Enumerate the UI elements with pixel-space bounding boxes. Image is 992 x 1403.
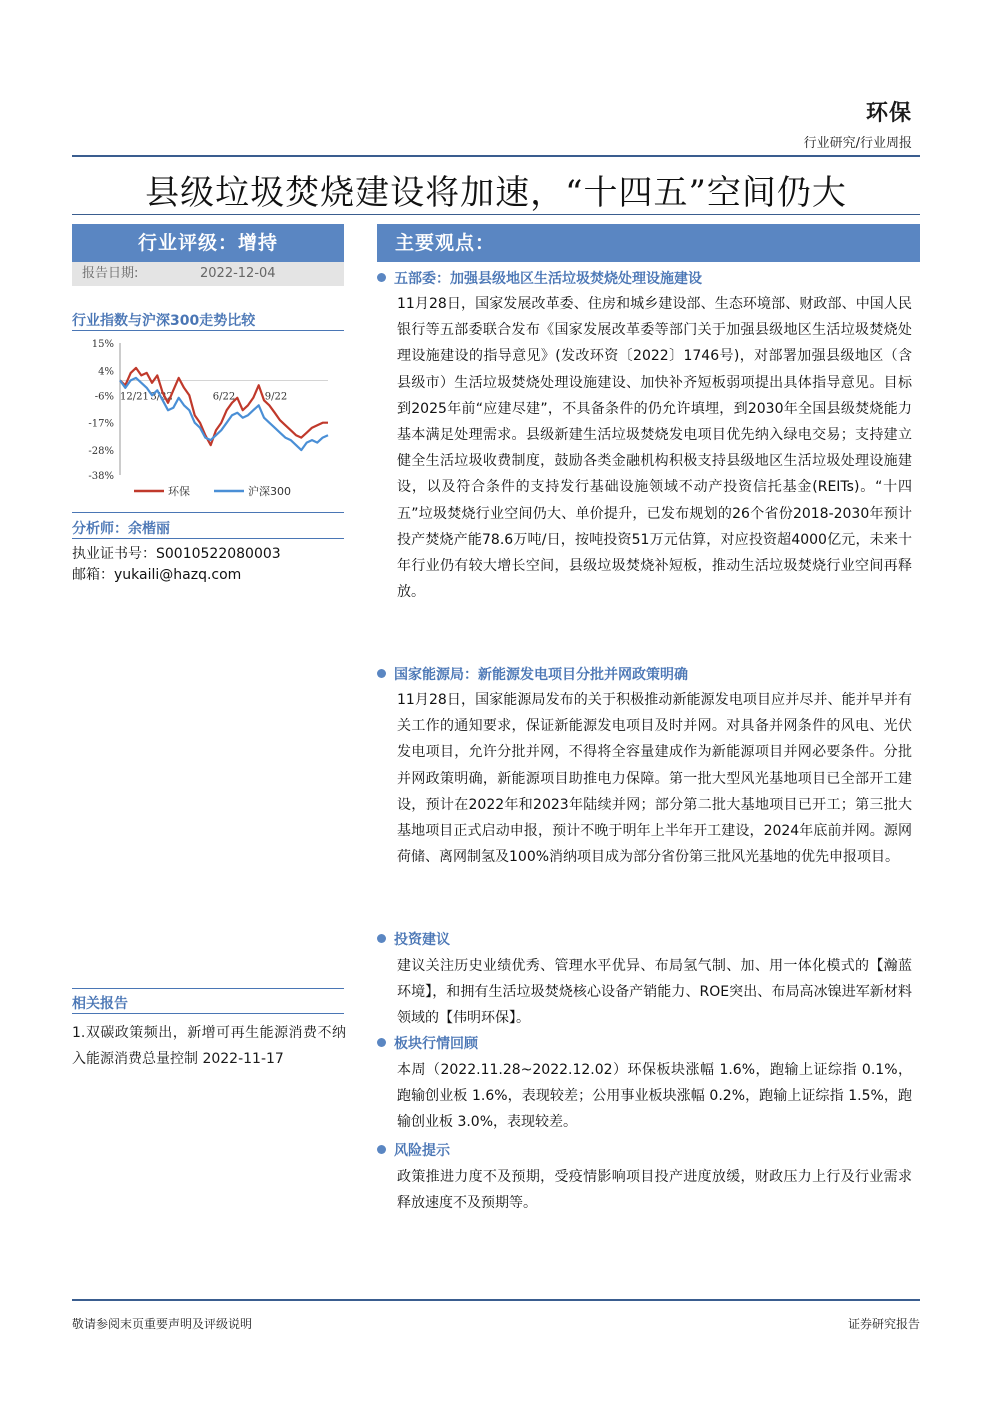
report-type: 行业研究/行业周报 (803, 136, 912, 151)
related-reports-heading: 相关报告 (72, 996, 128, 1012)
section-heading-nea: 国家能源局：新能源发电项目分批并网政策明确 (377, 664, 688, 684)
chart-heading-rule (72, 330, 344, 331)
section-body-investment: 建议关注历史业绩优秀、管理水平优异、布局氢气制、加、用一体化模式的【瀚蓝环境】，和拥有生活垃圾焚烧核心设备产销能力、ROE突出、布局高冰镍进军新材料领域的【伟明环保】。 (397, 958, 912, 1027)
section-heading-risk: 风险提示 (377, 1140, 450, 1160)
report-date-value: 2022-12-04 (200, 266, 276, 281)
trend-chart (72, 333, 344, 503)
bullet-icon (377, 1038, 386, 1047)
footer-divider (72, 1299, 920, 1301)
footer-report-label: 证券研究报告 (847, 1317, 920, 1331)
industry-rating-banner: 行业评级：增持 (72, 224, 344, 262)
analyst-license: 执业证书号：S0010522080003 (72, 546, 281, 562)
legend-label: 环保 (168, 485, 190, 498)
section-heading-market-review: 板块行情回顾 (377, 1033, 478, 1053)
x-tick-label: 3/22 (150, 391, 173, 403)
y-tick-label: -17% (88, 418, 114, 430)
y-tick-label: 4% (98, 366, 114, 378)
section-heading-five-ministries: 五部委：加强县级地区生活垃圾焚烧处理设施建设 (377, 268, 702, 288)
section-body-market-review: 本周（2022.11.28~2022.12.02）环保板块涨幅 1.6%，跑输上证综指 0.1%，跑输创业板 1.6%，表现较差；公用事业板块涨幅 0.2%，跑输上证综指 1.5%，跑输创业板 3.0%，表现较差。 (397, 1062, 912, 1131)
bullet-icon (377, 273, 386, 282)
report-date-label: 报告日期: (82, 266, 139, 281)
y-tick-label: 15% (91, 339, 114, 350)
section-body-five-ministries: 11月28日，国家发展改革委、住房和城乡建设部、生态环境部、财政部、中国人民银行等五部委联合发布《国家发展改革委等部门关于加强县级地区生活垃圾焚烧处理设施建设的指导意见》(发改环资〔2022〕1746号)，对部署加强县级地区（含县级市）生活垃圾焚烧处理设施建设、加快补齐短板弱项提出具体指导意见。目标到2025年前“应建尽建”，不具备条件的仍允许填埋，到2030年全国县级焚烧能力基本满足处理需求。县级新建生活垃圾焚烧发电项目优先纳入绿电交易；支持建立健全生活垃圾收费制度，鼓励各类金融机构积极支持县级地区生活垃圾处理设施建设，以及符合条件的支持发行基础设施领域不动产投资信托基金(REITs)。“十四五”垃圾焚烧行业空间仍大、单价提升，已发布规划的26个省份2018-2030年预计投产焚烧产能78.6万吨/日，按吨投资51万元估算，对应投资超4000亿元，未来十年行业仍有较大增长空间，县级垃圾焚烧补短板，推动生活垃圾焚烧行业空间再释放。 (397, 296, 912, 601)
related-report-item[interactable]: 1.双碳政策频出，新增可再生能源消费不纳入能源消费总量控制 2022-11-17 (72, 1025, 346, 1067)
analyst-rule-bottom (72, 538, 344, 539)
report-date-bar (72, 262, 344, 286)
section-body-risk: 政策推进力度不及预期，受疫情影响项目投产进度放缓，财政压力上行及行业需求释放速度不及预期等。 (397, 1169, 912, 1212)
analyst-name: 分析师：余楷丽 (72, 521, 170, 537)
y-tick-label: -38% (88, 471, 114, 482)
y-tick-label: -6% (94, 391, 114, 403)
related-rule-top (72, 988, 344, 989)
analyst-rule-top (72, 512, 344, 513)
report-title: 县级垃圾焚烧建设将加速，“十四五”空间仍大 (145, 173, 847, 213)
title-divider (72, 214, 920, 215)
chart-heading: 行业指数与沪深300走势比较 (72, 313, 256, 329)
y-tick-label: -28% (88, 446, 114, 458)
x-tick-label: 9/22 (264, 391, 288, 403)
series-line-env (120, 368, 328, 445)
related-rule-bottom (72, 1013, 344, 1014)
bullet-icon (377, 934, 386, 943)
main-views-banner: 主要观点： (377, 224, 920, 262)
x-tick-label: 12/21 (120, 391, 149, 403)
bullet-icon (377, 669, 386, 678)
section-body-nea: 11月28日，国家能源局发布的关于积极推动新能源发电项目应并尽并、能并早并有关工作的通知要求，保证新能源发电项目及时并网。对具备并网条件的风电、光伏发电项目，允许分批并网，不得将全容量建成作为新能源项目并网必要条件。分批并网政策明确，新能源项目助推电力保障。第一批大型风光基地项目已全部开工建设，预计在2022年和2023年陆续并网；部分第二批大基地项目已开工；第三批大基地项目正式启动申报，预计不晚于明年上半年开工建设，2024年底前并网。源网荷储、离网制氢及100%消纳项目成为部分省份第三批风光基地的优先申报项目。 (397, 692, 912, 866)
x-tick-label: 6/22 (212, 391, 236, 403)
legend-label: 沪深300 (248, 485, 291, 498)
bullet-icon (377, 1145, 386, 1154)
section-heading-investment: 投资建议 (377, 929, 450, 949)
analyst-email[interactable]: 邮箱：yukaili@hazq.com (72, 567, 242, 583)
footer-disclaimer: 敬请参阅末页重要声明及评级说明 (72, 1317, 253, 1331)
sector-name: 环保 (865, 101, 912, 126)
header-divider (72, 155, 920, 157)
